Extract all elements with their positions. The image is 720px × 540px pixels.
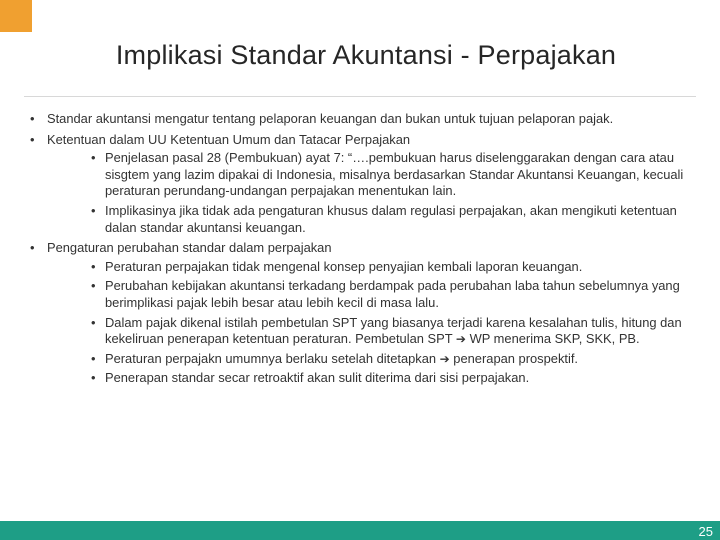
- arrow-right-icon: ➔: [439, 351, 450, 366]
- sub-bullet-item: [47, 315, 690, 348]
- sub-bullet-text: WP menerima SKP, SKK, PB.: [465, 331, 640, 347]
- sub-bullet-item: [47, 259, 690, 276]
- sub-bullet-text: Perubahan kebijakan akuntansi terkadang berdampak pada perubahan laba tahun sebelumnya yang berimplikasi pajak lebih besar atau lebih kecil di masa lalu.: [105, 278, 680, 310]
- bullet-item: [30, 240, 690, 387]
- sub-bullet-text: Dalam pajak dikenal istilah pembetulan SPT yang biasanya terjadi karena kesalahan tulis, hitung dan kekeliruan penerapan ketentuan peraturan. Pembetulan SPT: [105, 314, 682, 347]
- sub-bullet-item: [47, 150, 690, 200]
- sub-bullet-item: [47, 278, 690, 311]
- bullet-text: Standar akuntansi mengatur tentang pelaporan keuangan dan bukan untuk tujuan pelaporan pajak.: [47, 111, 614, 126]
- accent-square: [0, 0, 32, 32]
- sub-bullet-text: Peraturan perpajakan tidak mengenal konsep penyajian kembali laporan keuangan.: [105, 258, 583, 274]
- bullet-text: Ketentuan dalam UU Ketentuan Umum dan Tatacar Perpajakan: [47, 131, 411, 147]
- bullet-list: [30, 111, 690, 387]
- arrow-right-icon: ➔: [455, 332, 466, 347]
- sub-bullet-item: [47, 351, 690, 368]
- bullet-item: [30, 132, 690, 237]
- slide-title: Implikasi Standar Akuntansi - Perpajakan: [115, 40, 617, 70]
- slide-content: [30, 111, 690, 391]
- page-number: 25: [698, 524, 713, 539]
- sub-bullet-text: Penerapan standar secar retroaktif akan sulit diterima dari sisi perpajakan.: [105, 370, 530, 386]
- sub-bullet-text: Penjelasan pasal 28 (Pembukuan) ayat 7: “….pembukuan harus diselenggarakan dengan cara atau sisgtem yang lazim dipakai di Indonesia, misalnya berdasarkan Standar Akuntansi Keuangan, kecuali peraturan perundang-undangan perpajakan menentukan lain.: [105, 150, 684, 199]
- sub-bullet-text: Peraturan perpajakn umumnya berlaku setelah ditetapkan: [105, 350, 440, 366]
- sub-bullet-list: [47, 259, 690, 387]
- footer-bar: [0, 521, 720, 540]
- sub-bullet-text: penerapan prospektif.: [449, 350, 578, 366]
- title-divider: [24, 96, 696, 97]
- sub-bullet-text: Implikasinya jika tidak ada pengaturan khusus dalam regulasi perpajakan, akan mengikuti ketentuan dalan standar akuntansi keuangan.: [105, 202, 677, 235]
- bullet-item: [30, 111, 690, 128]
- sub-bullet-item: [47, 203, 690, 236]
- sub-bullet-item: [47, 370, 690, 387]
- sub-bullet-list: [47, 150, 690, 236]
- bullet-text: Pengaturan perubahan standar dalam perpajakan: [47, 240, 332, 256]
